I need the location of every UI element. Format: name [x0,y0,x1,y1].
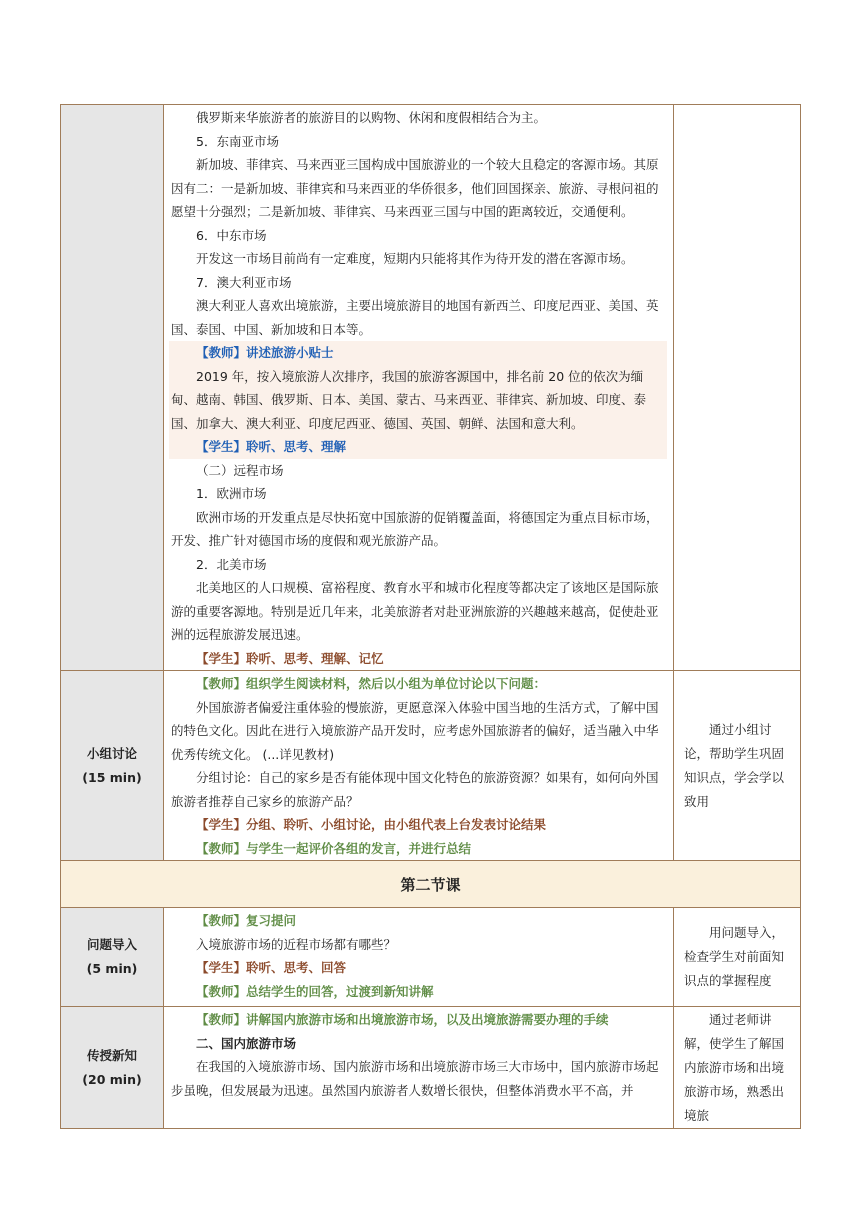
design-note: 通过老师讲解，使学生了解国内旅游市场和出境旅游市场，熟悉出境旅 [684,1012,785,1123]
row-content [164,105,674,671]
row-question-intro [61,908,801,1007]
row-label-empty [61,105,164,671]
row-content [164,1007,674,1129]
stage-name: 问题导入 [86,937,137,952]
subheading: 1．欧洲市场 [196,486,267,501]
row-label [61,1007,164,1129]
row-note-empty [674,105,801,671]
stage-duration: (15 min) [82,769,142,785]
teacher-action: 【教师】与学生一起评价各组的发言，并进行总结 [196,840,472,856]
subheading: （二）远程市场 [196,462,284,478]
tip-student: 【学生】聆听、思考、理解 [196,439,347,454]
row-note [674,1007,801,1129]
stage-duration: (5 min) [86,961,138,976]
row-group-discussion [61,671,801,861]
teacher-action: 【教师】总结学生的回答，过渡到新知讲解 [196,983,434,999]
row-continuation [61,105,801,671]
row-label [61,908,164,1007]
row-note [674,671,801,861]
row-note [674,908,801,1007]
stage-name: 传授新知 [86,1047,137,1063]
text-paragraph: 分组讨论：自己的家乡是否有能体现中国文化特色的旅游资源？如果有，如何向外国旅游者推荐自己家乡的旅游产品？ [171,770,659,809]
section-row [61,861,801,908]
teacher-action: 【教师】讲解国内旅游市场和出境旅游市场，以及出境旅游需要办理的手续 [196,1012,609,1027]
teacher-action: 【教师】复习提问 [196,913,297,928]
row-new-knowledge [61,1007,801,1129]
row-content [164,671,674,861]
student-action: 【学生】分组、聆听、小组讨论，由小组代表上台发表讨论结果 [196,817,547,832]
student-action: 【学生】聆听、思考、理解、记忆 [196,650,384,666]
text-paragraph: 北美地区的人口规模、富裕程度、教育水平和城市化程度等都决定了该地区是国际旅游的重要客源地。特别是近几年来，北美旅游者对赴亚洲旅游的兴趣越来越高，促使赴亚洲的远程旅游发展迅速。 [171,580,659,642]
teacher-action: 【教师】组织学生阅读材料，然后以小组为单位讨论以下问题： [196,676,547,691]
text-paragraph: 澳大利亚人喜欢出境旅游，主要出境旅游目的地国有新西兰、印度尼西亚、美国、英国、泰国、中国、新加坡和日本等。 [171,298,659,337]
lesson-plan-table [60,104,801,1129]
tip-box [169,341,667,459]
tip-title: 【教师】讲述旅游小贴士 [196,345,334,360]
subheading: 6．中东市场 [196,227,267,243]
design-note: 用问题导入，检查学生对前面知识点的掌握程度 [684,925,785,988]
stage-name: 小组讨论 [86,745,137,761]
student-action: 【学生】聆听、思考、回答 [196,960,347,975]
row-content [164,908,674,1007]
design-note: 通过小组讨论，帮助学生巩固知识点，学会学以致用 [684,721,785,809]
text-paragraph: 新加坡、菲律宾、马来西亚三国构成中国旅游业的一个较大且稳定的客源市场。其原因有二：一是新加坡、菲律宾和马来西亚的华侨很多，他们回国探亲、旅游、寻根问祖的愿望十分强烈；二是新加坡、菲律宾、马来西亚三国与中国的距离较近，交通便利。 [171,157,659,219]
text-paragraph: 外国旅游者偏爱注重体验的慢旅游，更愿意深入体验中国当地的生活方式，了解中国的特色文化。因此在进行入境旅游产品开发时，应考虑外国旅游者的偏好，适当融入中华优秀传统文化。 (...详见教材) [171,699,659,762]
text-line: 开发这一市场目前尚有一定难度，短期内只能将其作为待开发的潜在客源市场。 [196,251,634,266]
section-heading: 二、国内旅游市场 [196,1035,297,1051]
subheading: 7．澳大利亚市场 [196,274,292,290]
row-label [61,671,164,861]
text-paragraph: 欧洲市场的开发重点是尽快拓宽中国旅游的促销覆盖面，将德国定为重点目标市场，开发、推广针对德国市场的度假和观光旅游产品。 [171,509,659,548]
tip-text: 2019 年，按入境旅游人次排序，我国的旅游客源国中，排名前 20 位的依次为缅甸、越南、韩国、俄罗斯、日本、美国、蒙古、马来西亚、菲律宾、新加坡、印度、泰国、加拿大、澳大利亚、印度尼西亚、德国、英国、朝鲜、法国和意大利。 [171,368,647,431]
text-paragraph: 在我国的入境旅游市场、国内旅游市场和出境旅游市场三大市场中，国内旅游市场起步虽晚，但发展最为迅速。虽然国内旅游者人数增长很快，但整体消费水平不高，并 [171,1059,659,1098]
text-line: 俄罗斯来华旅游者的旅游目的以购物、休闲和度假相结合为主。 [196,110,547,125]
section-title: 第二节课 [61,861,801,908]
subheading: 2．北美市场 [196,556,267,572]
question-text: 入境旅游市场的近程市场都有哪些？ [196,936,397,952]
subheading: 5．东南亚市场 [196,133,279,149]
stage-duration: (20 min) [82,1071,142,1087]
